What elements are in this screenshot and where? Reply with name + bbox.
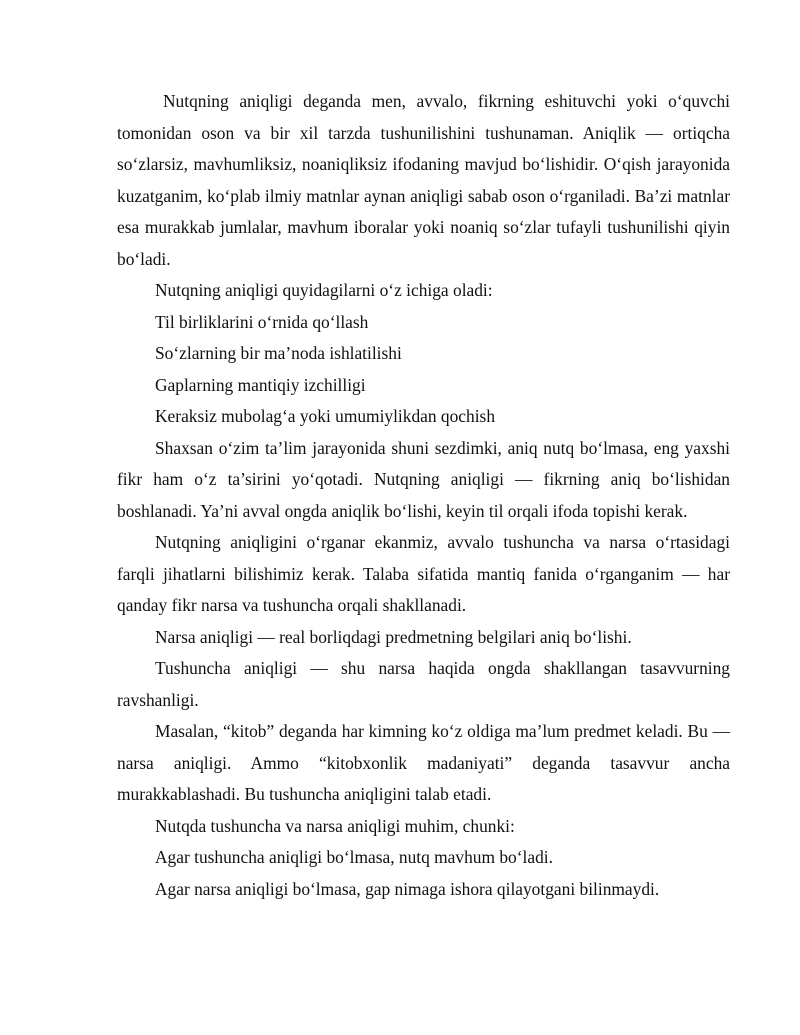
paragraph-2: Nutqning aniqligi quyidagilarni o‘z ichiga oladi: — [155, 280, 493, 300]
paragraph-example: Masalan, “kitob” deganda har kimning ko‘z oldiga ma’lum predmet keladi. Bu — narsa aniqligi. Ammo “kitobxonlik madaniyati” deganda tasavvur ancha murakkablashadi. Bu tushuncha aniqligini talab etadi. — [117, 721, 730, 804]
list-item-3: Gaplarning mantiqiy izchilligi — [155, 374, 366, 395]
definition-narsa: Narsa aniqligi — real borliqdagi predmetning belgilari aniq bo‘lishi. — [155, 626, 632, 647]
paragraph-4: Nutqning aniqligini o‘rganar ekanmiz, avvalo tushuncha va narsa o‘rtasidagi farqli jihatlarni bilishimiz kerak. Talaba sifatida mantiq fanida o‘rganganim — har qanday fikr narsa va tushuncha orqali shakllanadi. — [117, 532, 730, 615]
paragraph-1: Nutqning aniqligi deganda men, avvalo, fikrning eshituvchi yoki o‘quvchi tomonidan oson va bir xil tarzda tushunilishini tushunaman. Aniqlik — ortiqcha so‘zlarsiz, mavhumliksiz, noaniqliksiz ifodaning mavjud bo‘lishidir. O‘qish jarayonida kuzatganim, ko‘plab ilmiy matnlar aynan aniqligi sabab oson o‘rganiladi. Ba’zi matnlar esa murakkab jumlalar, mavhum iboralar yoki noaniq so‘zlar tufayli tushunilishi qiyin bo‘ladi. — [117, 91, 730, 269]
definition-tushuncha: Tushuncha aniqligi — shu narsa haqida ongda shakllangan tasavvurning ravshanligi. — [117, 658, 730, 710]
list-item-6: Agar narsa aniqligi bo‘lmasa, gap nimaga ishora qilayotgani bilinmaydi. — [155, 878, 660, 899]
list-item-4: Keraksiz mubolag‘a yoki umumiylikdan qochish — [155, 406, 496, 426]
list-item-5: Agar tushuncha aniqligi bo‘lmasa, nutq mavhum bo‘ladi. — [155, 847, 553, 867]
paragraph-3: Shaxsan o‘zim ta’lim jarayonida shuni sezdimki, aniq nutq bo‘lmasa, eng yaxshi fikr ham o‘z ta’sirini yo‘qotadi. Nutqning aniqligi — fikrning aniq bo‘lishidan boshlanadi. Ya’ni avval ongda aniqlik bo‘lishi, keyin til orqali ifoda topishi kerak. — [117, 437, 730, 521]
list-item-1: Til birliklarini o‘rnida qo‘llash — [155, 311, 369, 332]
paragraph-5: Nutqda tushuncha va narsa aniqligi muhim, chunki: — [155, 815, 515, 836]
list-item-2: So‘zlarning bir ma’noda ishlatilishi — [155, 343, 402, 363]
